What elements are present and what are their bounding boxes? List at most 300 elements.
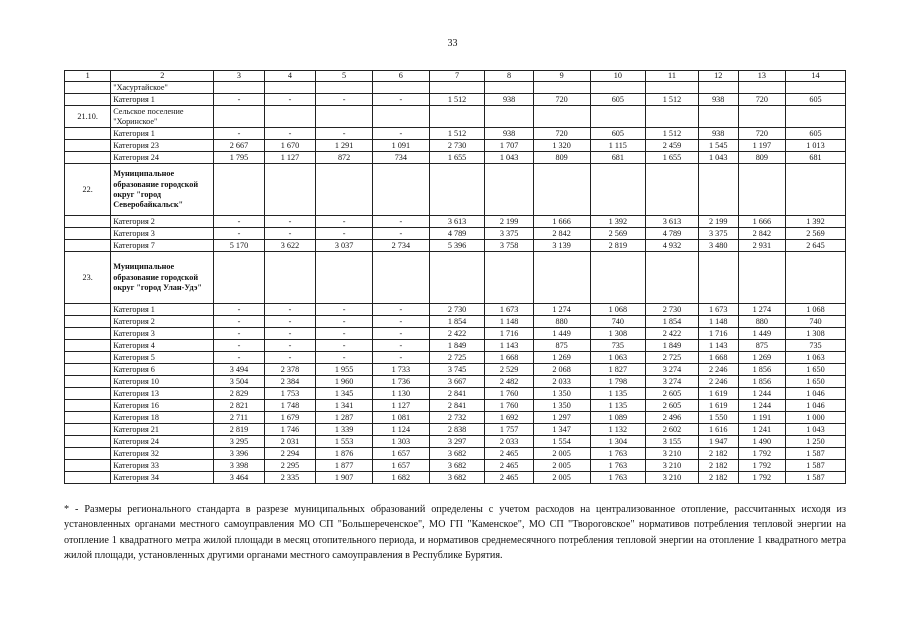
value-cell: 2 465 xyxy=(485,472,533,484)
table-row xyxy=(65,412,846,424)
row-index xyxy=(65,352,111,364)
value-cell: 1 135 xyxy=(590,400,646,412)
row-index xyxy=(65,448,111,460)
municipality-name: Муниципальное образование городской округ "город Улан-Удэ" xyxy=(111,252,214,304)
value-cell: 1 339 xyxy=(316,424,373,436)
page-number: 33 xyxy=(447,38,458,49)
value-cell: 3 613 xyxy=(646,216,699,228)
value-cell: 2 605 xyxy=(646,388,699,400)
value-cell xyxy=(533,164,590,216)
table-row xyxy=(65,128,846,140)
value-cell xyxy=(429,164,485,216)
value-cell: 1 127 xyxy=(372,400,429,412)
value-cell xyxy=(316,164,373,216)
row-index xyxy=(65,82,111,94)
value-cell: 1 545 xyxy=(698,140,738,152)
row-index xyxy=(65,364,111,376)
value-cell: 1 746 xyxy=(264,424,316,436)
value-cell: 1 553 xyxy=(316,436,373,448)
value-cell: 3 037 xyxy=(316,240,373,252)
value-cell: 1 046 xyxy=(785,400,845,412)
value-cell: 2 459 xyxy=(646,140,699,152)
column-header: 6 xyxy=(372,71,429,82)
value-cell: - xyxy=(214,352,264,364)
value-cell: 880 xyxy=(738,316,785,328)
category-name: Категория 1 xyxy=(111,94,214,106)
value-cell: 1 345 xyxy=(316,388,373,400)
value-cell: 2 931 xyxy=(738,240,785,252)
category-name: Категория 13 xyxy=(111,388,214,400)
value-cell: 2 819 xyxy=(590,240,646,252)
value-cell xyxy=(264,164,316,216)
value-cell: 1 716 xyxy=(485,328,533,340)
value-cell: 1 707 xyxy=(485,140,533,152)
value-cell xyxy=(590,106,646,128)
value-cell: 2 725 xyxy=(646,352,699,364)
group-row xyxy=(65,252,846,304)
row-index xyxy=(65,316,111,328)
value-cell xyxy=(485,82,533,94)
column-header: 9 xyxy=(533,71,590,82)
value-cell: 938 xyxy=(698,128,738,140)
value-cell: 1 512 xyxy=(429,94,485,106)
row-index: 21.10. xyxy=(65,106,111,128)
value-cell xyxy=(533,106,590,128)
value-cell: - xyxy=(316,340,373,352)
value-cell: 1 616 xyxy=(698,424,738,436)
row-index xyxy=(65,228,111,240)
value-cell: 3 396 xyxy=(214,448,264,460)
value-cell: 1 657 xyxy=(372,460,429,472)
value-cell xyxy=(698,164,738,216)
municipality-name: Сельское поселение "Хоринское" xyxy=(111,106,214,128)
group-row xyxy=(65,164,846,216)
row-index xyxy=(65,424,111,436)
value-cell: 2 730 xyxy=(646,304,699,316)
value-cell: 1 587 xyxy=(785,448,845,460)
value-cell: 938 xyxy=(485,94,533,106)
value-cell: 2 841 xyxy=(429,388,485,400)
value-cell: - xyxy=(316,304,373,316)
value-cell: 1 736 xyxy=(372,376,429,388)
value-cell: 1 733 xyxy=(372,364,429,376)
value-cell: 2 005 xyxy=(533,460,590,472)
value-cell: 2 182 xyxy=(698,460,738,472)
category-name: Категория 1 xyxy=(111,304,214,316)
value-cell xyxy=(738,252,785,304)
value-cell: 3 667 xyxy=(429,376,485,388)
column-header: 10 xyxy=(590,71,646,82)
value-cell: 1 650 xyxy=(785,376,845,388)
value-cell: 1 692 xyxy=(485,412,533,424)
value-cell xyxy=(738,82,785,94)
value-cell: 1 269 xyxy=(738,352,785,364)
category-name: Категория 1 xyxy=(111,128,214,140)
value-cell: 1 960 xyxy=(316,376,373,388)
value-cell xyxy=(590,164,646,216)
value-cell: 3 274 xyxy=(646,364,699,376)
value-cell: 1 000 xyxy=(785,412,845,424)
value-cell: 1 679 xyxy=(264,412,316,424)
category-name: "Хасуртайское" xyxy=(111,82,214,94)
value-cell: 734 xyxy=(372,152,429,164)
value-cell: 1 657 xyxy=(372,448,429,460)
row-index xyxy=(65,94,111,106)
table-row xyxy=(65,424,846,436)
table-row xyxy=(65,216,846,228)
value-cell: 5 396 xyxy=(429,240,485,252)
value-cell: 1 760 xyxy=(485,400,533,412)
value-cell: 1 130 xyxy=(372,388,429,400)
value-cell: 2 246 xyxy=(698,376,738,388)
value-cell: 1 274 xyxy=(738,304,785,316)
value-cell: 1 619 xyxy=(698,400,738,412)
table-row xyxy=(65,328,846,340)
value-cell xyxy=(738,106,785,128)
value-cell: 1 143 xyxy=(485,340,533,352)
value-cell xyxy=(214,164,264,216)
value-cell: - xyxy=(316,128,373,140)
value-cell: 3 297 xyxy=(429,436,485,448)
value-cell: - xyxy=(264,228,316,240)
value-cell: 4 789 xyxy=(646,228,699,240)
value-cell: 1 449 xyxy=(533,328,590,340)
value-cell xyxy=(738,164,785,216)
category-name: Категория 6 xyxy=(111,364,214,376)
value-cell: 2 819 xyxy=(214,424,264,436)
value-cell: 2 465 xyxy=(485,448,533,460)
value-cell: 4 789 xyxy=(429,228,485,240)
value-cell: 720 xyxy=(533,94,590,106)
value-cell: 1 063 xyxy=(590,352,646,364)
value-cell: 875 xyxy=(738,340,785,352)
value-cell: - xyxy=(372,128,429,140)
value-cell: 809 xyxy=(738,152,785,164)
category-name: Категория 34 xyxy=(111,472,214,484)
value-cell: 1 955 xyxy=(316,364,373,376)
row-index xyxy=(65,388,111,400)
row-index xyxy=(65,460,111,472)
value-cell: - xyxy=(264,352,316,364)
value-cell: 1 350 xyxy=(533,388,590,400)
table-row xyxy=(65,472,846,484)
value-cell: 1 115 xyxy=(590,140,646,152)
value-cell: 1 127 xyxy=(264,152,316,164)
value-cell: 1 763 xyxy=(590,472,646,484)
value-cell xyxy=(590,82,646,94)
value-cell: 605 xyxy=(590,128,646,140)
value-cell: 1 043 xyxy=(785,424,845,436)
value-cell: 3 682 xyxy=(429,448,485,460)
value-cell xyxy=(214,106,264,128)
table-row xyxy=(65,388,846,400)
value-cell: 2 246 xyxy=(698,364,738,376)
value-cell xyxy=(533,252,590,304)
value-cell xyxy=(590,252,646,304)
value-cell: 880 xyxy=(533,316,590,328)
value-cell: 740 xyxy=(590,316,646,328)
value-cell: 1 274 xyxy=(533,304,590,316)
value-cell: 1 068 xyxy=(590,304,646,316)
value-cell: 1 763 xyxy=(590,448,646,460)
value-cell: 1 877 xyxy=(316,460,373,472)
value-cell: 1 081 xyxy=(372,412,429,424)
table-row xyxy=(65,376,846,388)
value-cell: 605 xyxy=(785,94,845,106)
value-cell: - xyxy=(264,94,316,106)
category-name: Категория 2 xyxy=(111,316,214,328)
value-cell: - xyxy=(316,228,373,240)
column-header: 8 xyxy=(485,71,533,82)
value-cell: 2 465 xyxy=(485,460,533,472)
value-cell: 2 422 xyxy=(646,328,699,340)
row-index xyxy=(65,376,111,388)
value-cell xyxy=(533,82,590,94)
header-row xyxy=(65,71,846,82)
value-cell: 1 666 xyxy=(533,216,590,228)
value-cell: 735 xyxy=(590,340,646,352)
value-cell: 2 842 xyxy=(738,228,785,240)
value-cell: 1 241 xyxy=(738,424,785,436)
value-cell: 1 341 xyxy=(316,400,373,412)
value-cell: 1 124 xyxy=(372,424,429,436)
value-cell: 875 xyxy=(533,340,590,352)
value-cell: 1 135 xyxy=(590,388,646,400)
value-cell xyxy=(372,82,429,94)
value-cell: - xyxy=(214,316,264,328)
table-row xyxy=(65,460,846,472)
category-name: Категория 24 xyxy=(111,436,214,448)
value-cell: 1 716 xyxy=(698,328,738,340)
value-cell: 1 792 xyxy=(738,448,785,460)
value-cell: 2 182 xyxy=(698,448,738,460)
row-index xyxy=(65,140,111,152)
value-cell: 1 512 xyxy=(646,94,699,106)
table-row xyxy=(65,364,846,376)
value-cell xyxy=(429,252,485,304)
value-cell: - xyxy=(372,328,429,340)
value-cell: - xyxy=(316,216,373,228)
category-name: Категория 24 xyxy=(111,152,214,164)
value-cell: - xyxy=(264,340,316,352)
category-name: Категория 18 xyxy=(111,412,214,424)
value-cell: 3 682 xyxy=(429,472,485,484)
value-cell: 1 666 xyxy=(738,216,785,228)
row-index xyxy=(65,152,111,164)
value-cell: 3 210 xyxy=(646,460,699,472)
value-cell xyxy=(264,106,316,128)
value-cell: 2 378 xyxy=(264,364,316,376)
value-cell: 3 295 xyxy=(214,436,264,448)
value-cell: - xyxy=(264,316,316,328)
value-cell: 1 287 xyxy=(316,412,373,424)
value-cell: 3 504 xyxy=(214,376,264,388)
value-cell: 2 645 xyxy=(785,240,845,252)
value-cell xyxy=(785,164,845,216)
category-name: Категория 10 xyxy=(111,376,214,388)
value-cell: - xyxy=(316,328,373,340)
value-cell: 1 650 xyxy=(785,364,845,376)
standards-table xyxy=(64,70,846,484)
row-index xyxy=(65,436,111,448)
value-cell xyxy=(646,252,699,304)
value-cell: 1 763 xyxy=(590,460,646,472)
value-cell: 1 792 xyxy=(738,472,785,484)
value-cell: 2 033 xyxy=(485,436,533,448)
value-cell: 1 673 xyxy=(698,304,738,316)
value-cell: 3 210 xyxy=(646,448,699,460)
value-cell: 1 673 xyxy=(485,304,533,316)
table-row xyxy=(65,228,846,240)
value-cell: 1 063 xyxy=(785,352,845,364)
value-cell: 1 907 xyxy=(316,472,373,484)
table-row xyxy=(65,316,846,328)
value-cell xyxy=(698,82,738,94)
value-cell: 1 244 xyxy=(738,388,785,400)
row-index xyxy=(65,128,111,140)
value-cell: 720 xyxy=(533,128,590,140)
value-cell: 2 033 xyxy=(533,376,590,388)
value-cell: 1 490 xyxy=(738,436,785,448)
column-header: 7 xyxy=(429,71,485,82)
value-cell: - xyxy=(316,94,373,106)
table-row xyxy=(65,94,846,106)
value-cell: 3 375 xyxy=(485,228,533,240)
value-cell: 1 197 xyxy=(738,140,785,152)
value-cell: 3 682 xyxy=(429,460,485,472)
value-cell: 1 043 xyxy=(485,152,533,164)
value-cell: - xyxy=(264,304,316,316)
value-cell: 681 xyxy=(785,152,845,164)
value-cell: 1 587 xyxy=(785,472,845,484)
value-cell: 2 384 xyxy=(264,376,316,388)
value-cell xyxy=(316,106,373,128)
column-header: 12 xyxy=(698,71,738,82)
value-cell: 2 725 xyxy=(429,352,485,364)
value-cell: 3 758 xyxy=(485,240,533,252)
table-row xyxy=(65,340,846,352)
value-cell xyxy=(214,82,264,94)
value-cell: - xyxy=(372,304,429,316)
value-cell: 2 711 xyxy=(214,412,264,424)
value-cell xyxy=(372,106,429,128)
category-name: Категория 3 xyxy=(111,328,214,340)
value-cell: 3 274 xyxy=(646,376,699,388)
value-cell: 2 734 xyxy=(372,240,429,252)
value-cell: - xyxy=(372,340,429,352)
value-cell: 2 199 xyxy=(698,216,738,228)
value-cell: 605 xyxy=(590,94,646,106)
value-cell: 3 480 xyxy=(698,240,738,252)
value-cell: - xyxy=(214,328,264,340)
value-cell: - xyxy=(264,128,316,140)
value-cell: 605 xyxy=(785,128,845,140)
value-cell: 1 668 xyxy=(485,352,533,364)
value-cell: 1 068 xyxy=(785,304,845,316)
value-cell: 2 829 xyxy=(214,388,264,400)
value-cell xyxy=(485,106,533,128)
row-index xyxy=(65,472,111,484)
value-cell: 1 947 xyxy=(698,436,738,448)
category-name: Категория 2 xyxy=(111,216,214,228)
value-cell: 1 854 xyxy=(429,316,485,328)
value-cell: 3 613 xyxy=(429,216,485,228)
value-cell: 1 089 xyxy=(590,412,646,424)
value-cell: 938 xyxy=(485,128,533,140)
value-cell: - xyxy=(214,340,264,352)
value-cell: 2 482 xyxy=(485,376,533,388)
group-row xyxy=(65,106,846,128)
table-row xyxy=(65,436,846,448)
value-cell: 1 512 xyxy=(646,128,699,140)
value-cell: 1 308 xyxy=(590,328,646,340)
value-cell: 1 350 xyxy=(533,400,590,412)
value-cell: 720 xyxy=(738,94,785,106)
value-cell: 1 856 xyxy=(738,364,785,376)
value-cell: 2 667 xyxy=(214,140,264,152)
value-cell xyxy=(698,252,738,304)
value-cell: 740 xyxy=(785,316,845,328)
value-cell: 2 602 xyxy=(646,424,699,436)
value-cell: 2 335 xyxy=(264,472,316,484)
value-cell: - xyxy=(214,304,264,316)
value-cell: 1 795 xyxy=(214,152,264,164)
value-cell xyxy=(429,82,485,94)
value-cell: 1 291 xyxy=(316,140,373,152)
value-cell: 2 730 xyxy=(429,140,485,152)
value-cell: 3 139 xyxy=(533,240,590,252)
value-cell: 1 753 xyxy=(264,388,316,400)
value-cell: 1 132 xyxy=(590,424,646,436)
value-cell: 2 732 xyxy=(429,412,485,424)
category-name: Категория 32 xyxy=(111,448,214,460)
value-cell: 1 297 xyxy=(533,412,590,424)
value-cell: 2 005 xyxy=(533,472,590,484)
value-cell: - xyxy=(316,352,373,364)
value-cell: 2 068 xyxy=(533,364,590,376)
value-cell: 2 821 xyxy=(214,400,264,412)
value-cell: 735 xyxy=(785,340,845,352)
value-cell: - xyxy=(264,328,316,340)
value-cell xyxy=(485,252,533,304)
value-cell xyxy=(264,252,316,304)
value-cell: 1 512 xyxy=(429,128,485,140)
value-cell: 1 269 xyxy=(533,352,590,364)
value-cell: 1 619 xyxy=(698,388,738,400)
table-row xyxy=(65,240,846,252)
value-cell: 872 xyxy=(316,152,373,164)
value-cell: 3 494 xyxy=(214,364,264,376)
value-cell: 2 005 xyxy=(533,448,590,460)
value-cell: 1 670 xyxy=(264,140,316,152)
value-cell: 1 013 xyxy=(785,140,845,152)
column-header: 1 xyxy=(65,71,111,82)
value-cell: 938 xyxy=(698,94,738,106)
value-cell: 1 748 xyxy=(264,400,316,412)
value-cell: 1 798 xyxy=(590,376,646,388)
value-cell: 1 392 xyxy=(785,216,845,228)
value-cell: 1 148 xyxy=(698,316,738,328)
category-name: Категория 33 xyxy=(111,460,214,472)
value-cell: 2 496 xyxy=(646,412,699,424)
value-cell: 1 303 xyxy=(372,436,429,448)
value-cell: 1 757 xyxy=(485,424,533,436)
row-index xyxy=(65,304,111,316)
value-cell: 2 182 xyxy=(698,472,738,484)
value-cell: 1 304 xyxy=(590,436,646,448)
value-cell: 1 827 xyxy=(590,364,646,376)
row-index: 22. xyxy=(65,164,111,216)
